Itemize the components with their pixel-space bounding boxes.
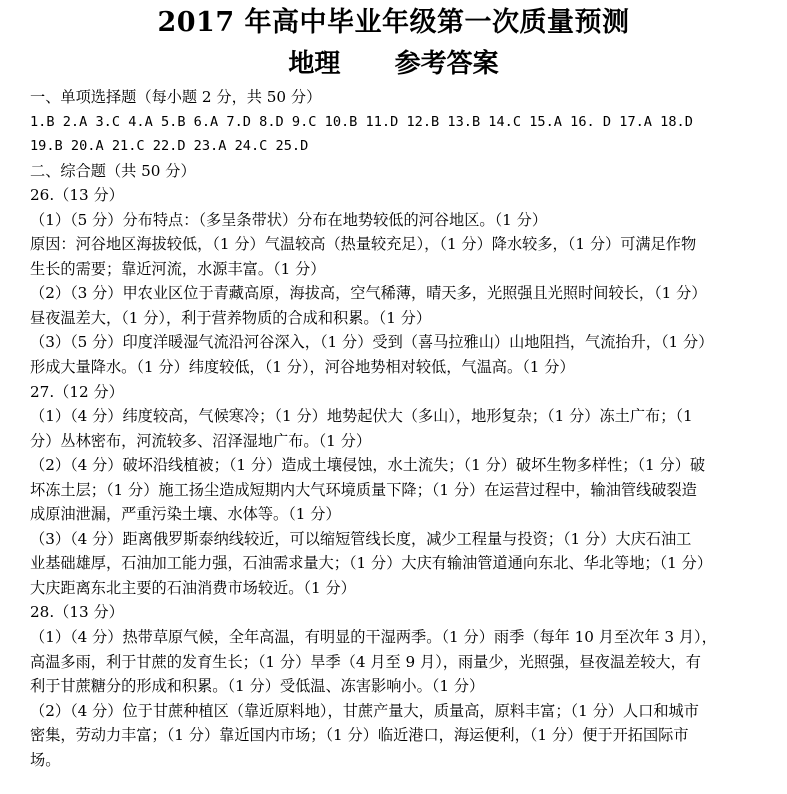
answer-body xyxy=(30,85,771,772)
text-line: （3）（5 分）印度洋暖湿气流沿河谷深入，（1 分）受到（喜马拉雅山）山地阻挡，气流抬升，（1 分） xyxy=(30,333,714,352)
text-line: 形成大量降水。（1 分）纬度较低，（1 分），河谷地势相对较低，气温高。（1 分） xyxy=(30,358,575,377)
text-line: （1）（5 分）分布特点：（多呈条带状）分布在地势较低的河谷地区。（1 分） xyxy=(30,210,548,229)
text-line: （3）（4 分）距离俄罗斯泰纳线较近，可以缩短管线长度，减少工程量与投资；（1 分）大庆石油工 xyxy=(30,529,692,548)
text-line: 大庆距离东北主要的石油消费市场较近。（1 分） xyxy=(30,578,356,597)
text-line: 场。 xyxy=(30,750,61,769)
text-line: 1.B 2.A 3.C 4.A 5.B 6.A 7.D 8.D 9.C 10.B 11.D 12.B 13.B 14.C 15.A 16. D 17.A 18.D xyxy=(30,113,693,130)
text-line: 成原油泄漏，严重污染土壤、水体等。（1 分） xyxy=(30,505,341,524)
text-line: （2）（4 分）破坏沿线植被；（1 分）造成土壤侵蚀，水土流失；（1 分）破坏生物多样性；（1 分）破 xyxy=(30,456,706,475)
text-line: 分）丛林密布，河流较多、沼泽湿地广布。（1 分） xyxy=(30,431,372,450)
text-line: 昼夜温差大，（1 分），利于营养物质的合成和积累。（1 分） xyxy=(30,308,432,327)
text-line: 27.（12 分） xyxy=(30,382,124,401)
text-line: （2）（4 分）位于甘蔗种植区（靠近原料地），甘蔗产量大，质量高，原料丰富；（1 分）人口和城市 xyxy=(30,701,699,720)
text-line: （1）（4 分）纬度较高，气候寒冷；（1 分）地势起伏大（多山），地形复杂；（1 分）冻土广布；（1 xyxy=(30,407,693,426)
text-line: 高温多雨，利于甘蔗的发育生长；（1 分）旱季（4 月至 9 月），雨量少，光照强，昼夜温差较大，有 xyxy=(30,652,701,671)
text-line: 一、单项选择题（每小题 2 分，共 50 分） xyxy=(30,88,322,106)
text-line: （2）（3 分）甲农业区位于青藏高原，海拔高，空气稀薄，晴天多，光照强且光照时间较长，（1 分） xyxy=(30,284,707,303)
document-title: 2017 年高中毕业年级第一次质量预测 xyxy=(157,7,630,38)
text-line: 利于甘蔗糖分的形成和积累。（1 分）受低温、冻害影响小。（1 分） xyxy=(30,677,485,696)
text-line: 坏冻土层；（1 分）施工扬尘造成短期内大气环境质量下降；（1 分）在运营过程中，输油管线破裂造 xyxy=(30,480,697,499)
text-line: 二、综合题（共 50 分） xyxy=(30,161,196,180)
text-line: 19.B 20.A 21.C 22.D 23.A 24.C 25.D xyxy=(30,138,309,155)
text-line: 28.（13 分） xyxy=(30,603,124,622)
text-line: （1）（4 分）热带草原气候，全年高温，有明显的干湿两季。（1 分）雨季（每年 10 月至次年 3 月）， xyxy=(30,628,717,647)
text-line: 原因：河谷地区海拔较低，（1 分）气温较高（热量较充足），（1 分）降水较多，（1 分）可满足作物 xyxy=(30,235,697,254)
text-line: 生长的需要；靠近河流，水源丰富。（1 分） xyxy=(30,259,326,278)
text-line: 密集，劳动力丰富；（1 分）靠近国内市场；（1 分）临近港口，海运便利，（1 分）便于开拓国际市 xyxy=(30,726,689,745)
document-subtitle: 地理 参考答案 xyxy=(288,49,499,79)
text-line: 业基础雄厚，石油加工能力强，石油需求量大；（1 分）大庆有输油管道通向东北、华北等地；（1 分） xyxy=(30,554,713,573)
text-line: 26.（13 分） xyxy=(30,186,124,205)
